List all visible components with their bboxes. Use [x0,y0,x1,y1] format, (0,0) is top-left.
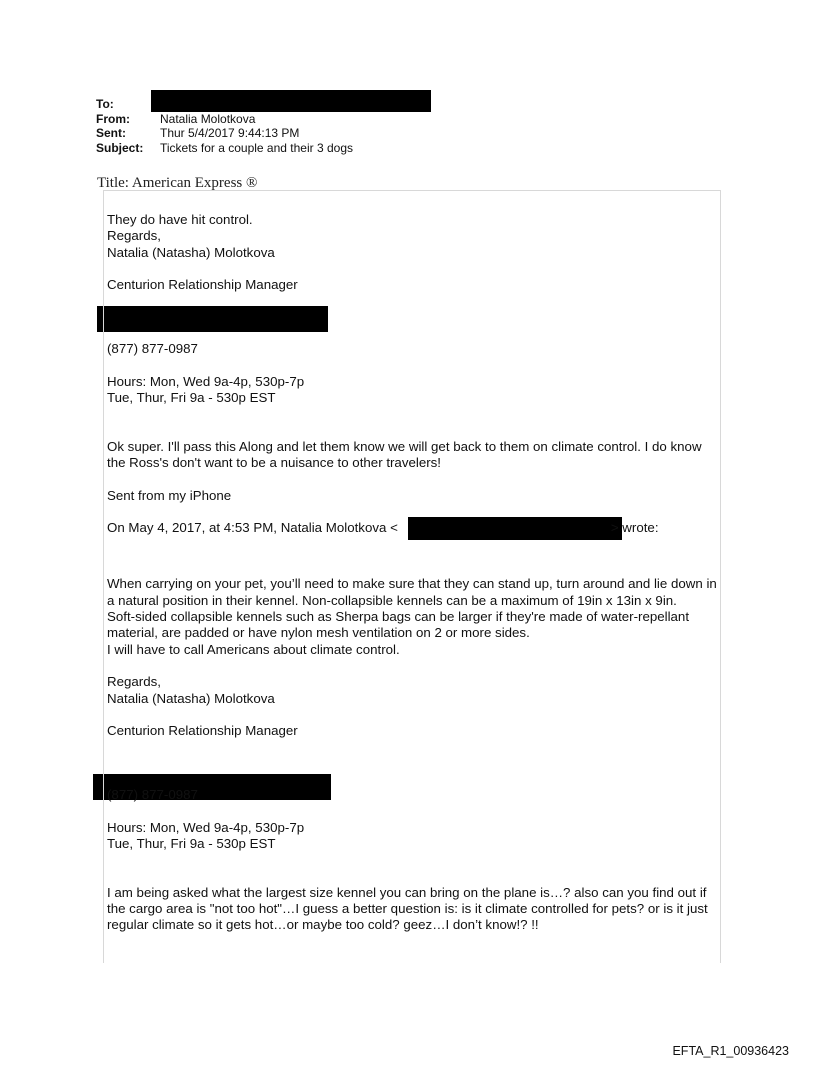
body-line: (877) 877-0987 [107,341,198,357]
bates-number: EFTA_R1_00936423 [672,1044,789,1058]
body-paragraph: Ok super. I'll pass this Along and let them know we will get back to them on climate control. I do know the Ross's don't want to be a nuisance to other travelers! [107,438,702,470]
body-line: They do have hit control. [107,212,253,227]
body-line: Hours: Mon, Wed 9a-4p, 530p-7p [107,374,305,390]
sent-row [96,126,353,141]
body-line: I will have to call Americans about climate control. [107,641,400,657]
quote-wrote: > wrote: [610,520,659,536]
body-line: Sent from my iPhone [107,487,232,503]
body-line: Centurion Relationship Manager [107,277,298,293]
from-label: From: [96,111,130,126]
from-row [96,112,353,127]
to-label: To: [96,97,114,111]
subject-label: Subject: [96,140,144,155]
email-body [107,212,717,934]
body-line: Regards, [107,674,161,690]
body-paragraph: Soft-sided collapsible kennels such as Sherpa bags can be larger if they're made of water-repellant material, are padded or have nylon mesh ventilation on 2 or more sides. [107,609,690,641]
body-line: Natalia (Natasha) Molotkova [107,690,275,706]
subject-row [96,141,353,156]
quote-intro: On May 4, 2017, at 4:53 PM, Natalia Molotkova < [107,520,398,536]
body-line: Centurion Relationship Manager [107,723,298,739]
document-title: Title: American Express ® [97,175,258,191]
body-line [107,520,717,536]
body-paragraph: When carrying on your pet, you’ll need to make sure that they can stand up, turn around and lie down in a natural position in their kennel. Non-collapsible kennels can be a maximum of 19in x 13in x 9in. [107,576,717,608]
redaction-to [151,90,431,112]
subject-value: Tickets for a couple and their 3 dogs [160,140,353,155]
body-line: Tue, Thur, Fri 9a - 530p EST [107,836,276,852]
body-line: Regards, [107,228,161,244]
body-line: Hours: Mon, Wed 9a-4p, 530p-7p [107,820,305,836]
from-value: Natalia Molotkova [160,111,256,126]
body-paragraph: I am being asked what the largest size kennel you can bring on the plane is…? also can you find out if the cargo area is "not too hot"…I guess a better question is: is it climate controlled for pets? or is it just regular climate so it gets hot…or maybe too cold? geez…I don’t know!? !! [107,884,708,933]
sent-label: Sent: [96,126,126,140]
body-line: Natalia (Natasha) Molotkova [107,244,275,260]
sent-value: Thur 5/4/2017 9:44:13 PM [160,126,300,140]
body-line: (877) 877-0987 [107,787,198,803]
body-line: Tue, Thur, Fri 9a - 530p EST [107,390,276,406]
